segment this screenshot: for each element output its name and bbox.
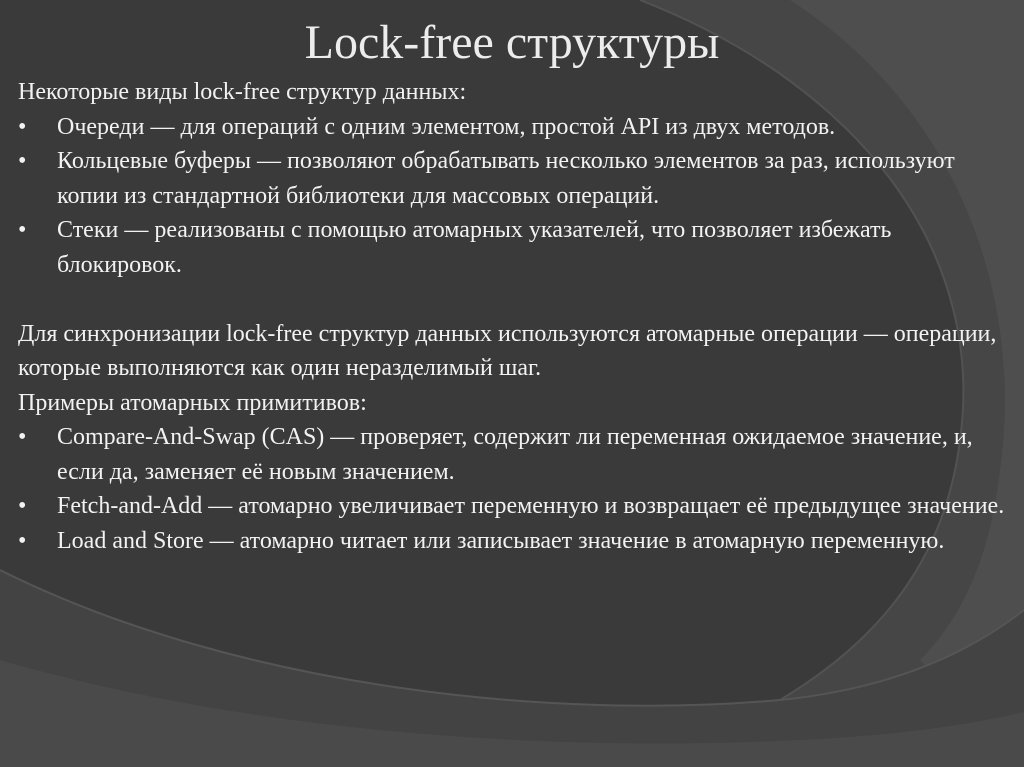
section2-intro: Для синхронизации lock-free структур данных используются атомарные операции — операции, которые выполняются как один неразделимый шаг. bbox=[18, 320, 997, 381]
list-item bbox=[18, 213, 1008, 282]
bullet-icon: • bbox=[18, 113, 27, 140]
list-item bbox=[18, 489, 1008, 524]
slide-content bbox=[18, 75, 1008, 558]
list-item-text: Очереди — для операций с одним элементом, простой API из двух методов. bbox=[57, 113, 836, 140]
list-item bbox=[18, 420, 1008, 489]
list-item-text: Load and Store — атомарно читает или записывает значение в атомарную переменную. bbox=[57, 527, 945, 554]
bullet-icon: • bbox=[18, 148, 27, 174]
section2-intro2: Примеры атомарных примитивов: bbox=[18, 389, 367, 416]
list-item-text: Fetch-and-Add — атомарно увеличивает переменную и возвращает её предыдущее значение. bbox=[57, 493, 1005, 519]
list-item bbox=[18, 110, 1008, 145]
bullet-icon: • bbox=[18, 493, 27, 519]
list-item bbox=[18, 524, 1008, 559]
bullet-icon: • bbox=[18, 424, 27, 450]
bullet-icon: • bbox=[18, 217, 27, 243]
slide-title: Lock-free структуры bbox=[304, 16, 720, 69]
list-item-text: Compare-And-Swap (CAS) — проверяет, содержит ли переменная ожидаемое значение, и, если да, заменяет её новым значением. bbox=[57, 424, 973, 485]
list-item-text: Стеки — реализованы с помощью атомарных указателей, что позволяет избежать блокировок. bbox=[57, 217, 892, 278]
section1-intro: Некоторые виды lock-free структур данных: bbox=[18, 79, 467, 105]
bullet-icon: • bbox=[18, 527, 27, 554]
list-item-text: Кольцевые буферы — позволяют обрабатывать несколько элементов за раз, используют копии из стандартной библиотеки для массовых операций. bbox=[57, 148, 955, 209]
spacer bbox=[18, 282, 1008, 317]
section2-list bbox=[18, 420, 1008, 558]
list-item bbox=[18, 144, 1008, 213]
section1-list bbox=[18, 110, 1008, 283]
